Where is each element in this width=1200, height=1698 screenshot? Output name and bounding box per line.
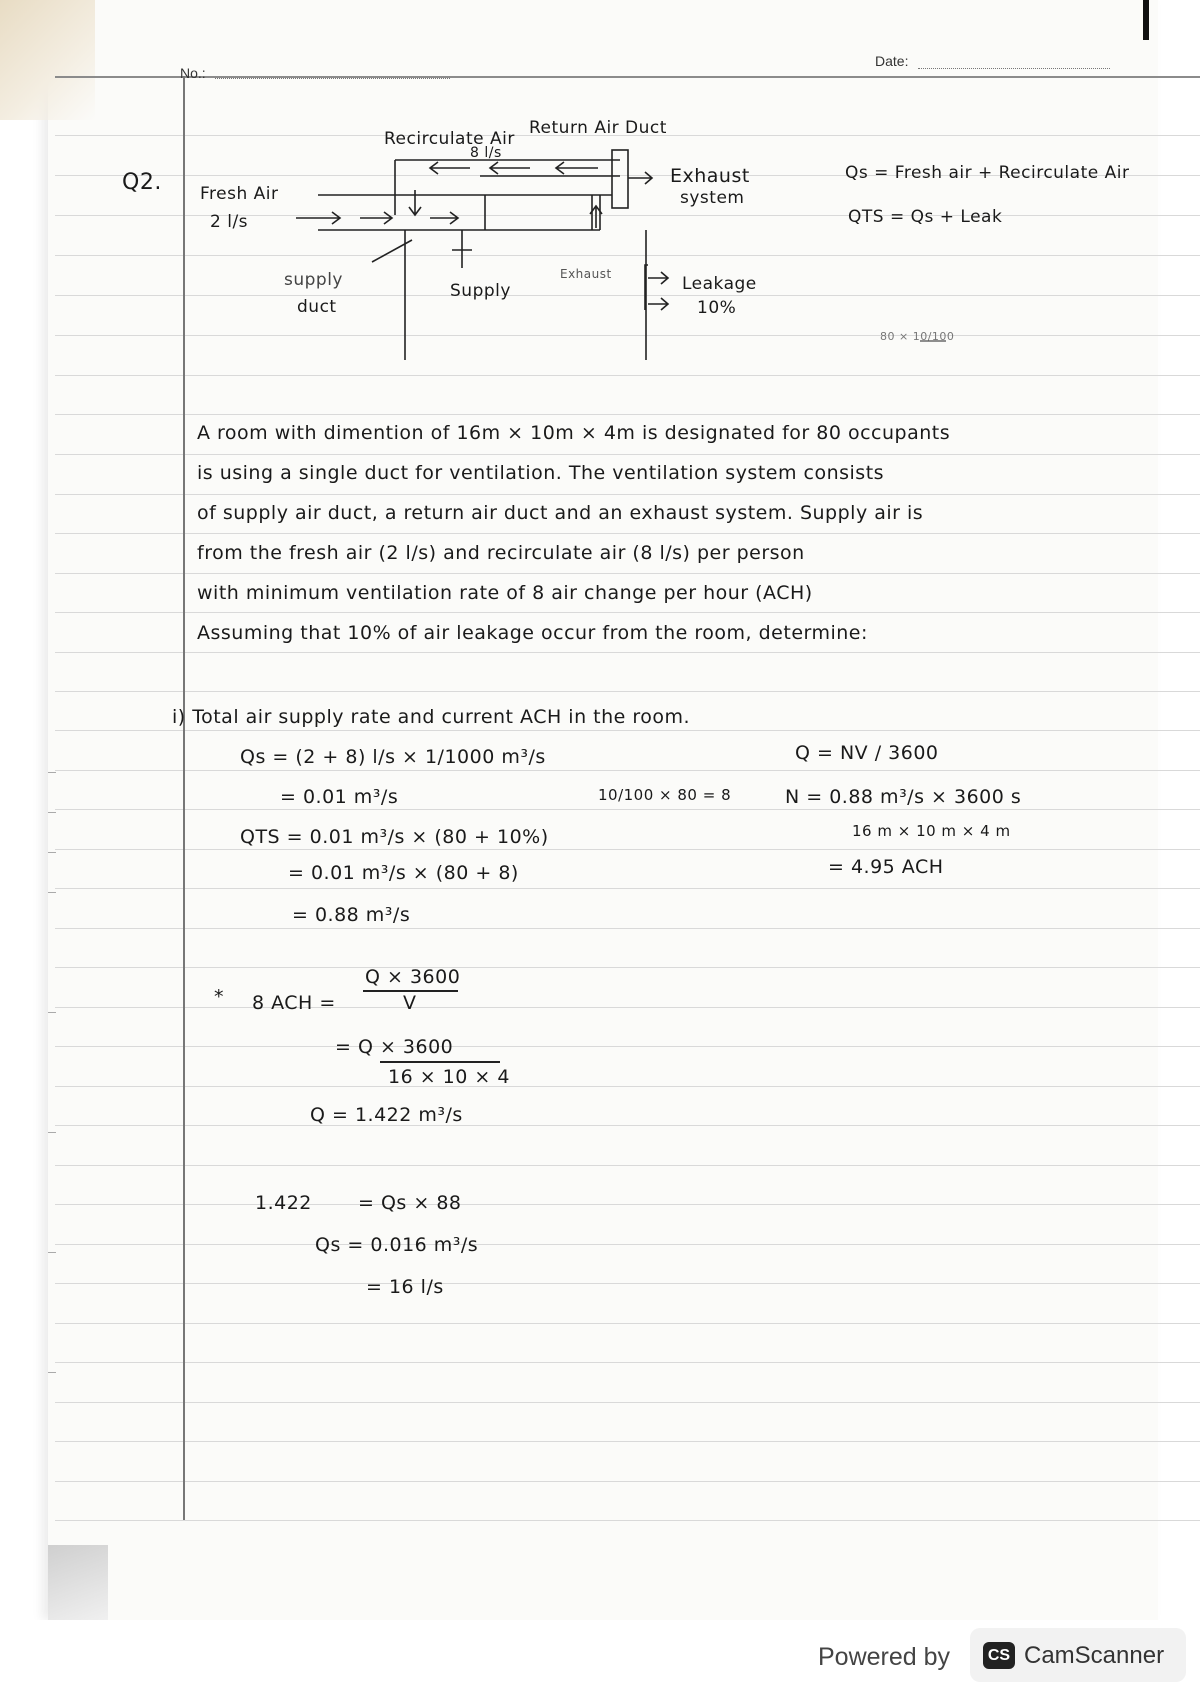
- page-corner-shadow: [0, 0, 95, 120]
- rule-line: [55, 1125, 1200, 1126]
- leakage-rate: 10%: [697, 298, 737, 318]
- rule-line: [55, 1007, 1200, 1008]
- rule-line: [55, 1165, 1200, 1166]
- equation-qs: Qs = Fresh air + Recirculate Air: [845, 163, 1130, 183]
- return-air-duct-label: Return Air Duct: [529, 118, 667, 138]
- rule-line: [55, 1481, 1200, 1482]
- rule-line: [55, 1441, 1200, 1442]
- exhaust-system-label: Exhaust: [670, 165, 750, 187]
- rule-line: [55, 533, 1200, 534]
- rule-line: [55, 730, 1200, 731]
- exhaust-system-label-2: system: [680, 188, 745, 208]
- n-equation: N = 0.88 m³/s × 3600 s: [785, 786, 1022, 808]
- rule-line: [55, 1362, 1200, 1363]
- question-label: Q2.: [122, 170, 162, 195]
- rule-line: [55, 573, 1200, 574]
- qs-solved-l: = 16 l/s: [366, 1276, 444, 1298]
- powered-by-text: Powered by: [818, 1643, 951, 1671]
- margin-tick: [48, 1132, 56, 1133]
- rule-line: [55, 1046, 1200, 1047]
- rule-line: [55, 414, 1200, 415]
- no-label: No.:: [180, 65, 206, 81]
- ach-denominator: V: [403, 992, 417, 1014]
- ach-equation-2-den: 16 × 10 × 4: [388, 1066, 510, 1088]
- recirculate-rate: 8 l/s: [470, 145, 502, 161]
- margin-tick: [48, 812, 56, 813]
- no-field: [215, 78, 450, 79]
- qs-result: = 0.01 m³/s: [280, 786, 399, 808]
- problem-line-5: with minimum ventilation rate of 8 air change per hour (ACH): [197, 582, 813, 604]
- rule-line: [55, 1086, 1200, 1087]
- solve-left: 1.422: [255, 1192, 312, 1214]
- n-denominator: 16 m × 10 m × 4 m: [852, 822, 1011, 840]
- rule-line: [55, 454, 1200, 455]
- leakage-label: Leakage: [682, 274, 757, 294]
- supply-duct-label-2: duct: [297, 297, 337, 317]
- qts-step: = 0.01 m³/s × (80 + 8): [288, 862, 519, 884]
- solve-right: = Qs × 88: [358, 1192, 462, 1214]
- problem-line-2: is using a single duct for ventilation. The ventilation system consists: [197, 462, 885, 484]
- ach-equation-2: = Q × 3600: [335, 1036, 454, 1058]
- margin-tick: [48, 852, 56, 853]
- qs-solved: Qs = 0.016 m³/s: [315, 1234, 479, 1256]
- date-label: Date:: [875, 53, 909, 69]
- rule-line: [55, 1323, 1200, 1324]
- rule-line: [55, 888, 1200, 889]
- fresh-air-rate: 2 l/s: [210, 212, 249, 232]
- rule-line: [55, 1244, 1200, 1245]
- margin-line: [183, 76, 185, 1520]
- rule-line: [55, 691, 1200, 692]
- date-field: [918, 68, 1110, 69]
- rule-line: [55, 1520, 1200, 1521]
- margin-tick: [48, 1012, 56, 1013]
- n-result: = 4.95 ACH: [828, 856, 944, 878]
- fresh-air-label: Fresh Air: [200, 184, 279, 204]
- q-formula: Q = NV / 3600: [795, 742, 939, 764]
- exhaust-small-label: Exhaust: [560, 267, 612, 281]
- rule-line: [55, 928, 1200, 929]
- notebook-page: [48, 0, 1158, 1620]
- side-note: 80 × 10/100: [880, 330, 955, 343]
- supply-duct-label: supply: [284, 270, 343, 290]
- margin-tick: [48, 892, 56, 893]
- margin-tick: [48, 1372, 56, 1373]
- ach-numerator: Q × 3600: [365, 966, 461, 988]
- rule-line: [55, 295, 1200, 296]
- rule-line: [55, 335, 1200, 336]
- fraction-bar: [380, 1061, 500, 1063]
- rule-line: [55, 809, 1200, 810]
- recirculate-label: Recirculate Air: [384, 129, 515, 149]
- rule-line: [55, 1283, 1200, 1284]
- camscanner-name: CamScanner: [1024, 1642, 1165, 1669]
- rule-line: [55, 967, 1200, 968]
- rule-line: [55, 494, 1200, 495]
- rule-line: [55, 652, 1200, 653]
- rule-line: [55, 770, 1200, 771]
- qs-equation: Qs = (2 + 8) l/s × 1/1000 m³/s: [240, 746, 546, 768]
- problem-line-3: of supply air duct, a return air duct and an exhaust system. Supply air is: [197, 502, 924, 524]
- supply-label: Supply: [450, 281, 511, 301]
- page-corner-fold: [48, 1545, 108, 1620]
- part-i-heading: i) Total air supply rate and current ACH in the room.: [172, 706, 691, 728]
- ach-label: 8 ACH =: [252, 992, 336, 1014]
- rule-line: [55, 1402, 1200, 1403]
- margin-tick: [48, 772, 56, 773]
- rule-line: [55, 375, 1200, 376]
- leak-calc: 10/100 × 80 = 8: [598, 786, 732, 804]
- problem-line-6: Assuming that 10% of air leakage occur from the room, determine:: [197, 622, 868, 644]
- rule-line: [55, 612, 1200, 613]
- rule-line: [55, 849, 1200, 850]
- equation-qts: QTS = Qs + Leak: [848, 207, 1003, 227]
- page-edge-mark: [1143, 0, 1149, 40]
- margin-tick: [48, 1252, 56, 1253]
- qts-result: = 0.88 m³/s: [292, 904, 411, 926]
- rule-line: [55, 1204, 1200, 1205]
- qts-equation: QTS = 0.01 m³/s × (80 + 10%): [240, 826, 549, 848]
- problem-line-1: A room with dimention of 16m × 10m × 4m is designated for 80 occupants: [197, 422, 951, 444]
- rule-line: [55, 255, 1200, 256]
- problem-line-4: from the fresh air (2 l/s) and recirculate air (8 l/s) per person: [197, 542, 805, 564]
- camscanner-logo-icon: CS: [983, 1642, 1015, 1669]
- star-mark: *: [214, 986, 224, 1008]
- q-result: Q = 1.422 m³/s: [310, 1104, 463, 1126]
